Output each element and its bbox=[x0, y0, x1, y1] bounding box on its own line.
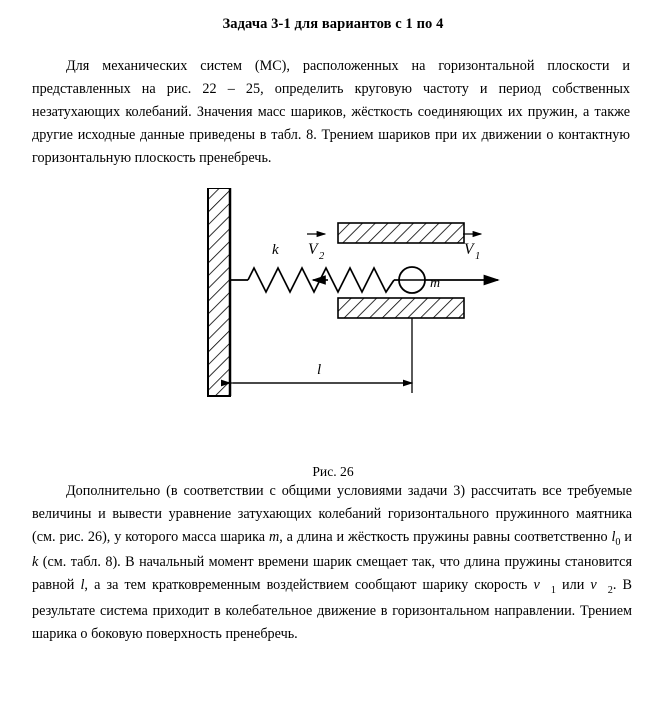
channel-lower bbox=[338, 298, 464, 318]
addl-l: l bbox=[80, 577, 85, 594]
mass-ball bbox=[399, 267, 425, 293]
bottom-text-block bbox=[28, 480, 638, 646]
label-k: k bbox=[272, 242, 279, 258]
wall bbox=[208, 188, 230, 396]
paragraph-additional-task bbox=[28, 480, 638, 646]
addl-p1: Дополнительно (в соответствии с общими условиями задачи 3) рассчитать все требуемые величины и вывести уравнение затухающих колебаний горизонтального пружинного маятника (см. рис. 26), у которого масса шарика bbox=[32, 483, 632, 545]
page-title: Задача 3-1 для вариантов с 1 по 4 bbox=[222, 16, 444, 32]
document-page bbox=[0, 16, 666, 718]
addl-p7: . В результате система приходит в колебательное движение в горизонтальном направлении. Трением шарика о боковую поверхность пренебречь. bbox=[32, 577, 632, 642]
label-v1-sub: 1 bbox=[475, 251, 481, 262]
addl-v1: v bbox=[533, 577, 551, 594]
addl-p3: и bbox=[620, 529, 633, 545]
figure-caption: Рис. 26 bbox=[312, 464, 354, 479]
label-m: m bbox=[430, 276, 441, 291]
channel-upper bbox=[338, 223, 464, 243]
addl-k: k bbox=[32, 554, 39, 571]
addl-p4: (см. табл. 8). В начальный момент времени шарик смещает так, что длина пружины становится равной bbox=[32, 554, 632, 594]
addl-p5: , а за тем кратковременным воздействием сообщают шарику скорость bbox=[84, 577, 534, 594]
addl-p2: , а длина и жёсткость пружины равны соответственно bbox=[279, 529, 612, 545]
paragraph-problem-statement bbox=[28, 55, 638, 170]
addl-p6: или bbox=[555, 577, 591, 594]
addl-m: m bbox=[268, 529, 280, 545]
addl-v1-sub: 1 bbox=[550, 585, 556, 597]
paragraph-text: Для механических систем (МС), расположенных на горизонтальной плоскости и представленных на рис. 22 – 25, определить круговую частоту и период собственных незатухающих колебаний. Значения масс шариков, жёсткость соединяющих их пружин, а также другие исходные данные приведены в табл. 8. Трением шариков при их движении о контактную горизонтальную плоскость пренебречь. bbox=[32, 58, 630, 166]
dimension-l bbox=[230, 318, 412, 396]
addl-v2-sub: 2 bbox=[607, 585, 613, 597]
addl-l0: l bbox=[611, 529, 616, 545]
addl-v2: v bbox=[590, 577, 608, 594]
addl-l0-sub: 0 bbox=[615, 536, 621, 548]
label-v1: V bbox=[464, 241, 474, 258]
label-v2-sub: 2 bbox=[319, 251, 325, 262]
figure-spring-mass-diagram bbox=[28, 188, 638, 479]
figure-svg bbox=[28, 188, 638, 456]
label-v2: V bbox=[308, 241, 318, 258]
label-l: l bbox=[317, 362, 322, 378]
